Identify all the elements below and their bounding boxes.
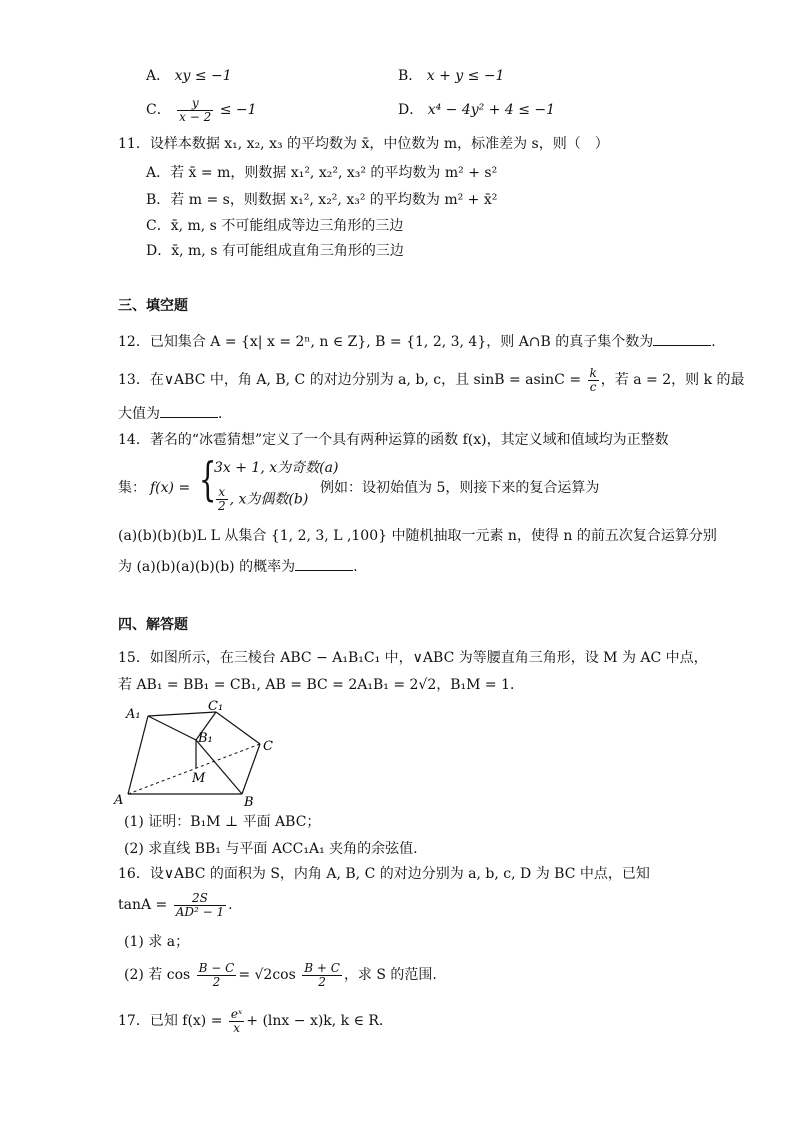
frustum-figure <box>112 698 292 810</box>
q10-option-b: B． x + y ≤ −1 <box>398 68 505 84</box>
q15-sub1: (1) 证明：B₁M ⊥ 平面 ABC； <box>124 814 321 830</box>
edge-aa1 <box>128 716 148 794</box>
q14-answer-blank <box>295 556 353 571</box>
q13-answer-blank <box>160 403 218 418</box>
edge-a1c1 <box>148 712 216 716</box>
q11-stem: 11．设样本数据 x₁, x₂, x₃ 的平均数为 x̄，中位数为 m，标准差为 s，则（ ） <box>118 136 609 152</box>
q11-option-a: A．若 x̄ = m，则数据 x₁², x₂², x₃² 的平均数为 m² + s² <box>146 165 498 181</box>
edge-bc <box>242 744 260 794</box>
label-a1: A₁ <box>126 707 141 722</box>
q16-sub1: (1) 求 a； <box>124 934 190 950</box>
q14-case1: 3x + 1, x为奇数(a) <box>214 460 339 476</box>
q13-line1: 13．在∨ABC 中，角 A, B, C 的对边分别为 a, b, c，且 sinB = asinC = $\frac{k}{c}$ ，若 a = 2，则 k 的最 <box>118 365 745 394</box>
q16-cos-fraction-2: $\frac{B + C}{2}$ <box>304 960 340 989</box>
label-a: A <box>114 793 124 808</box>
q16-cos-fraction-1: $\frac{B - C}{2}$ <box>198 960 235 989</box>
q14-set-label: 集： <box>118 480 146 496</box>
label-m: M <box>192 771 206 786</box>
q14-piecewise-brace: { <box>198 452 217 506</box>
q10-c-fraction: $\frac{y}{x - 2}$ <box>179 95 212 124</box>
q11-option-d: D．x̄, m, s 有可能组成直角三角形的三边 <box>146 243 404 259</box>
q10-option-d: D． x⁴ − 4y² + 4 ≤ −1 <box>398 102 556 118</box>
label-b: B <box>244 795 254 810</box>
section-solve-title: 四、解答题 <box>118 617 188 633</box>
q16-sub2: (2) 若 cos $\frac{B - C}{2}$ = √2cos $\frac{B + C}{2}$ ，求 S 的范围. <box>124 960 437 989</box>
q15-sub2: (2) 求直线 BB₁ 与平面 ACC₁A₁ 夹角的余弦值. <box>124 841 418 857</box>
q12-answer-blank <box>653 331 711 346</box>
q14-line4: 为 (a)(b)(a)(b)(b) 的概率为 . <box>118 556 358 577</box>
section-fill-in-title: 三、填空题 <box>118 298 188 314</box>
q13-line2: 大值为 . <box>118 403 222 424</box>
edge-ac-hidden <box>128 744 260 794</box>
edge-cc1 <box>216 712 260 744</box>
edge-a1b1 <box>148 716 196 740</box>
q14-line1: 14．著名的“冰雹猜想”定义了一个具有两种运算的函数 f(x)，其定义域和值域均为正整数 <box>118 432 669 448</box>
q14-case2-fraction: $\frac{x}{2}$ <box>218 485 226 513</box>
q14-line3: (a)(b)(b)(b)L L 从集合 {1, 2, 3, L ,100} 中随机抽取一元素 n，使得 n 的前五次复合运算分别 <box>118 528 717 544</box>
q10-option-a: A． xy ≤ −1 <box>146 68 232 84</box>
q15-line1: 15．如图所示，在三棱台 ABC − A₁B₁C₁ 中，∨ABC 为等腰直角三角形，设 M 为 AC 中点， <box>118 650 708 666</box>
q11-option-c: C．x̄, m, s 不可能组成等边三角形的三边 <box>146 218 404 234</box>
q15-line2: 若 AB₁ = BB₁ = CB₁, AB = BC = 2A₁B₁ = 2√2，B₁M = 1． <box>118 677 525 693</box>
label-c1: C₁ <box>208 699 224 714</box>
q17-fraction: $\frac{\text{eˣ}}{x}$ <box>230 1006 243 1035</box>
label-b1: B₁ <box>198 731 213 746</box>
q11-option-b: B．若 m = s，则数据 x₁², x₂², x₃² 的平均数为 m² + x̄² <box>146 192 498 208</box>
q16-tan-formula: tanA = $\frac{2S}{\text{AD² − 1}}$ . <box>118 890 233 919</box>
q12: 12．已知集合 A = {x| x = 2ⁿ, n ∈ Z}, B = {1, 2, 3, 4}，则 A∩B 的真子集个数为 . <box>118 331 716 352</box>
q14-case2: $\frac{x}{2}$ , x为偶数(b) <box>218 485 309 513</box>
q13-fraction: $\frac{k}{c}$ <box>589 365 597 394</box>
label-c: C <box>263 739 273 754</box>
q17: 17．已知 f(x) = $\frac{\text{eˣ}}{x}$ + (lnx − x)k, k ∈ R． <box>118 1006 393 1035</box>
q14-fx: f(x) = <box>150 480 191 496</box>
q10-option-c: C． $\frac{y}{x - 2}$ ≤ −1 <box>146 95 257 124</box>
q16-tan-fraction: $\frac{2S}{\text{AD² − 1}}$ <box>175 890 225 919</box>
q14-example: 例如：设初始值为 5，则接下来的复合运算为 <box>320 480 600 496</box>
q16-line1: 16．设∨ABC 的面积为 S，内角 A, B, C 的对边分别为 a, b, c, D 为 BC 中点，已知 <box>118 866 650 882</box>
